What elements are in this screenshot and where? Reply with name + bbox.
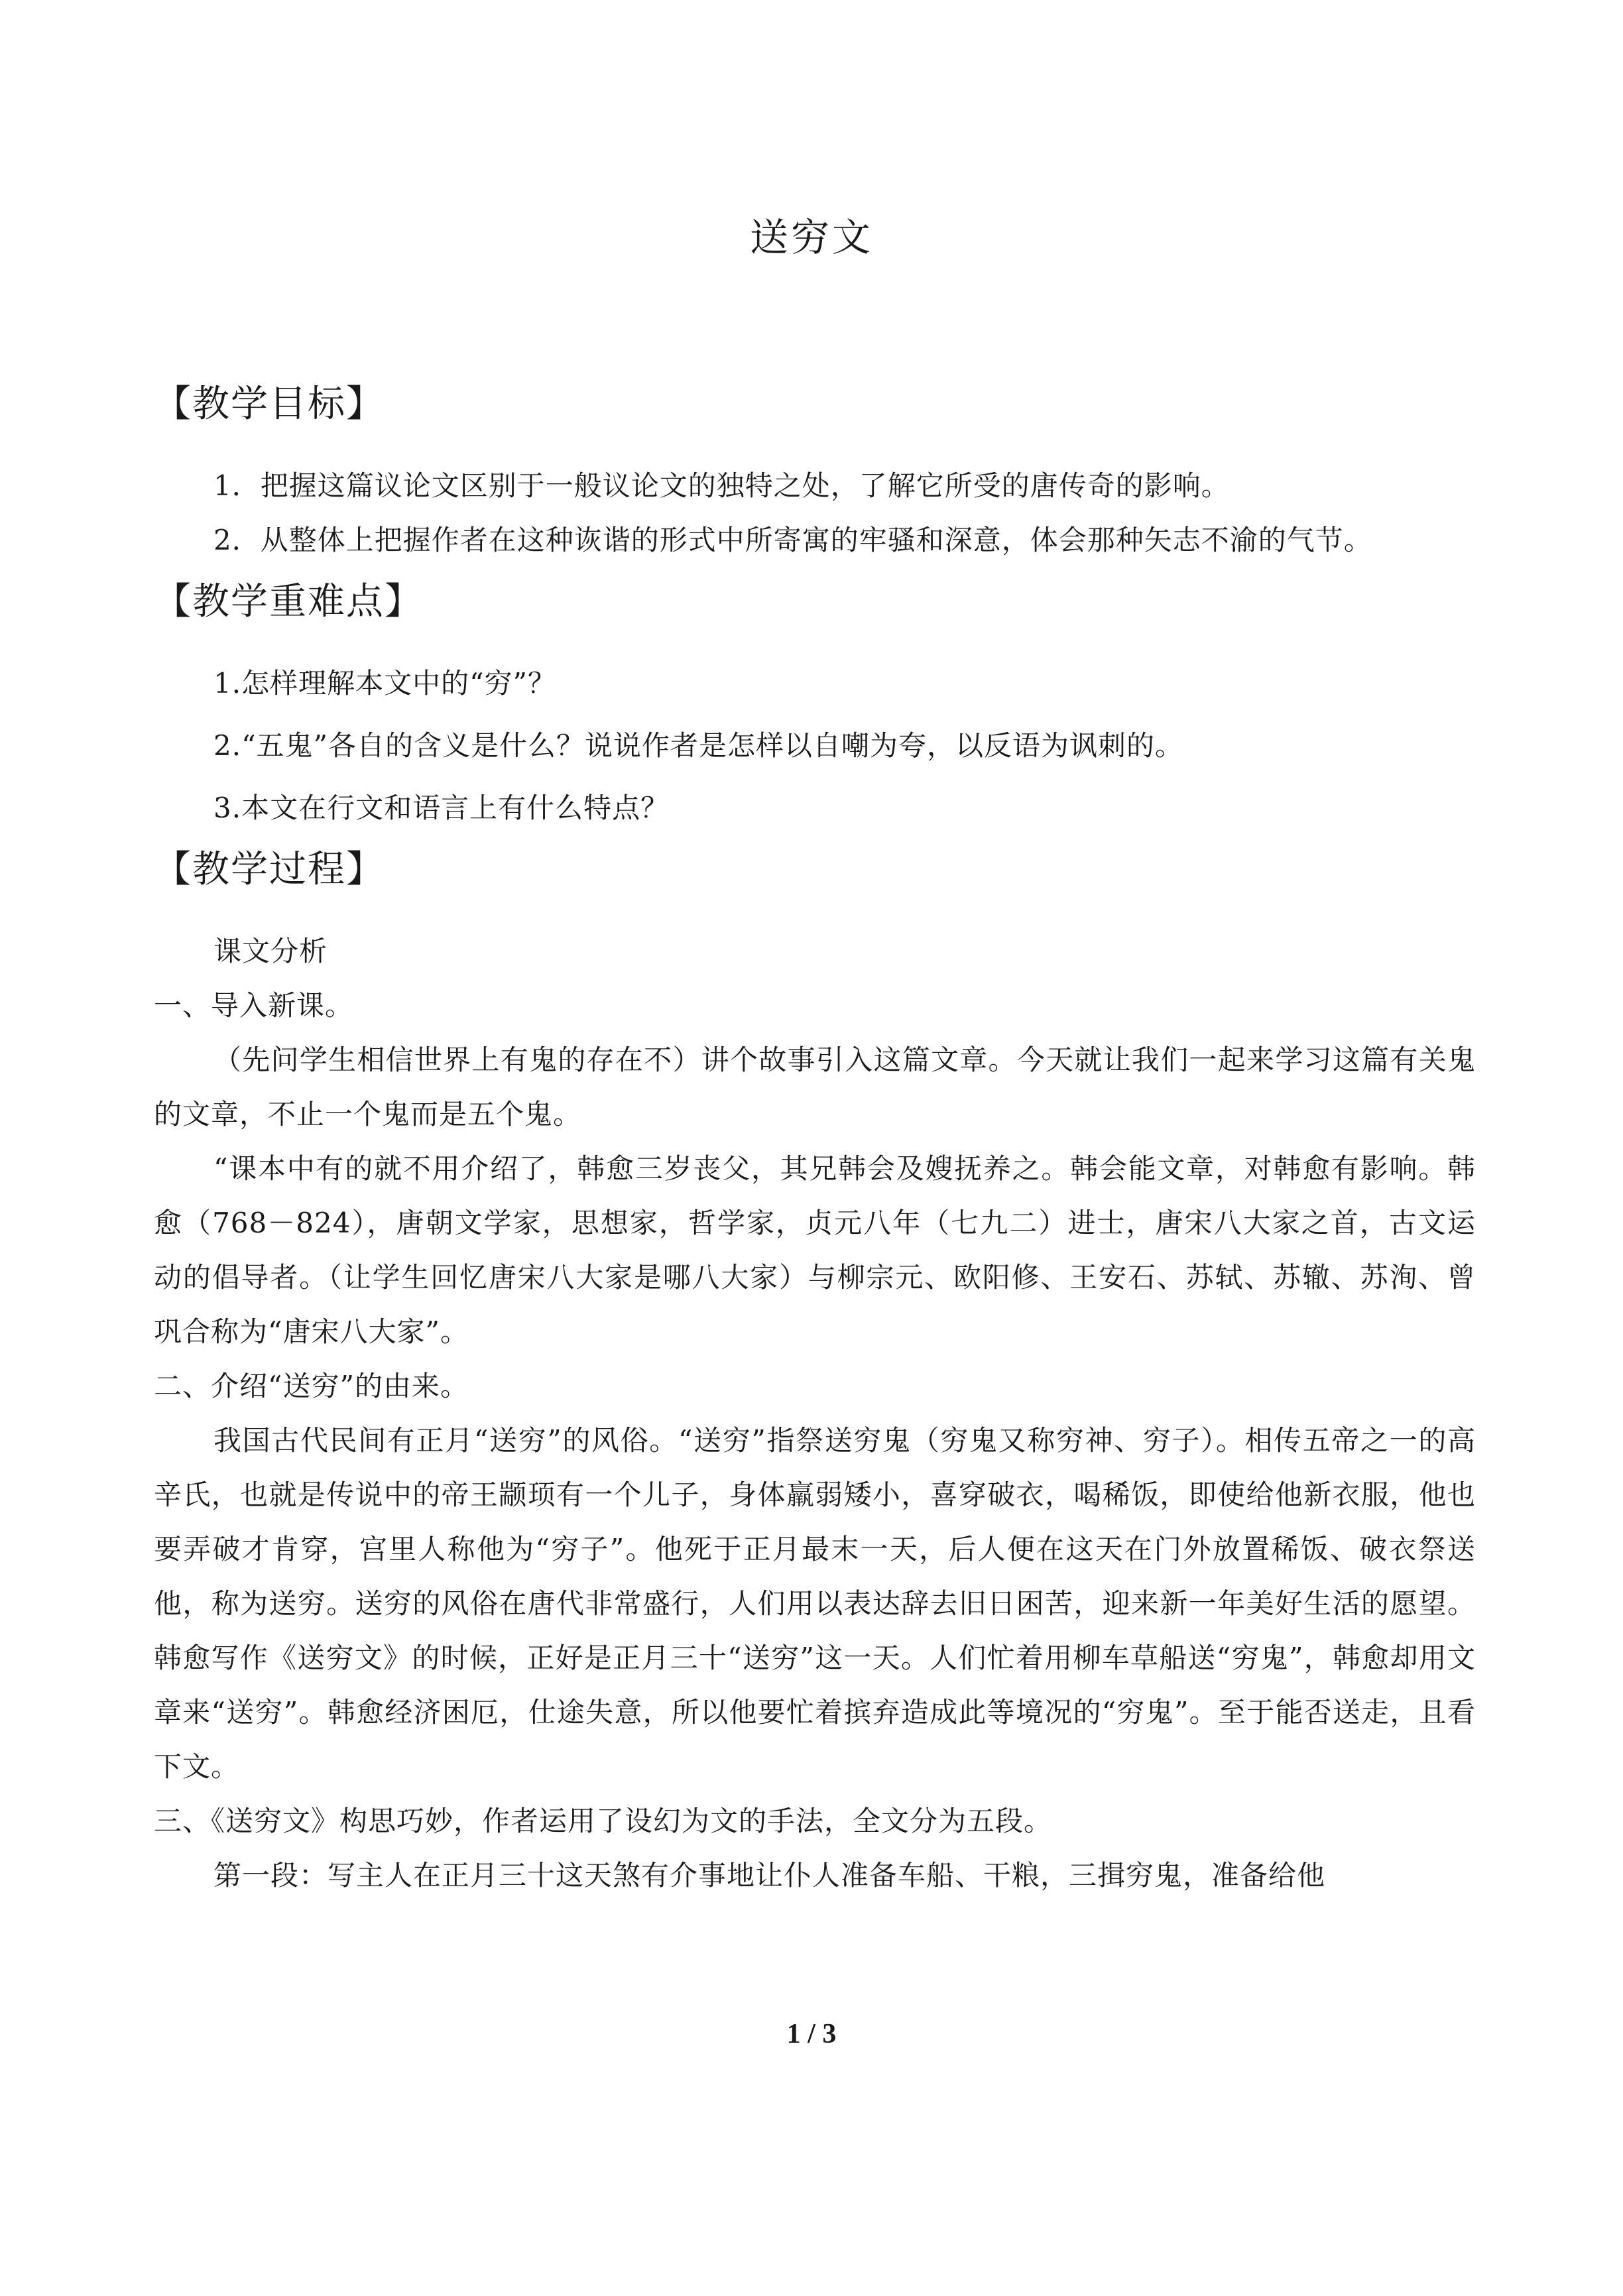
step1-paragraph-2: “课本中有的就不用介绍了，韩愈三岁丧父，其兄韩会及嫂抚养之。韩会能文章，对韩愈有影响。韩愈（768－824），唐朝文学家，思想家，哲学家，贞元八年（七九二）进士，唐宋八大家之首，古文运动的倡导者。（让学生回忆唐宋八大家是哪八大家）与柳宗元、欧阳修、王安石、苏轼、苏辙、苏洵、曾巩合称为“唐宋八大家”。	[154, 1152, 1476, 1348]
step1-paragraph-1: （先问学生相信世界上有鬼的存在不）讲个故事引入这篇文章。今天就让我们一起来学习这篇有关鬼的文章，不止一个鬼而是五个鬼。	[154, 1044, 1476, 1130]
process-subheading: 课文分析	[213, 935, 328, 967]
step2-paragraph-1: 我国古代民间有正月“送穷”的风俗。“送穷”指祭送穷鬼（穷鬼又称穷神、穷子）。相传五帝之一的高辛氏，也就是传说中的帝王颛顼有一个儿子，身体羸弱矮小，喜穿破衣，喝稀饭，即使给他新衣服，他也要弄破才肯穿，宫里人称他为“穷子”。他死于正月最末一天，后人便在这天在门外放置稀饭、破衣祭送他，称为送穷。送穷的风俗在唐代非常盛行，人们用以表达辞去旧日困苦，迎来新一年美好生活的愿望。韩愈写作《送穷文》的时候，正好是正月三十“送穷”这一天。人们忙着用柳车草船送“穷鬼”，韩愈却用文章来“送穷”。韩愈经济困厄，仕途失意，所以他要忙着摈弃造成此等境况的“穷鬼”。至于能否送走，且看下文。	[154, 1424, 1476, 1783]
document-title: 送穷文	[749, 215, 873, 260]
step3-paragraph-1: 第一段：写主人在正月三十这天煞有介事地让仆人准备车船、干粮，三揖穷鬼，准备给他	[213, 1859, 1326, 1892]
step1-title: 一、导入新课。	[154, 989, 354, 1022]
objective-item-1: 1．把握这篇议论文区别于一般议论文的独特之处，了解它所受的唐传奇的影响。	[213, 469, 1230, 502]
keypoint-item-3: 3.本文在行文和语言上有什么特点？	[213, 792, 670, 824]
step3-title: 三、《送穷文》构思巧妙，作者运用了设幻为文的手法，全文分为五段。	[154, 1805, 1053, 1837]
section-heading-process: 【教学过程】	[154, 848, 385, 891]
section-heading-keypoints: 【教学重难点】	[154, 580, 423, 623]
page-number: 1 / 3	[786, 2019, 837, 2049]
document-body	[154, 378, 1476, 1903]
section-heading-objectives: 【教学目标】	[154, 383, 385, 426]
step2-title: 二、介绍“送穷”的由来。	[154, 1370, 469, 1402]
keypoint-item-1: 1.怎样理解本文中的“穷”？	[213, 667, 557, 699]
keypoint-item-2: 2.“五鬼”各自的含义是什么？说说作者是怎样以自嘲为夸，以反语为讽刺的。	[213, 729, 1184, 762]
objective-item-2: 2．从整体上把握作者在这种诙谐的形式中所寄寓的牢骚和深意，体会那种矢志不渝的气节。	[213, 524, 1372, 556]
